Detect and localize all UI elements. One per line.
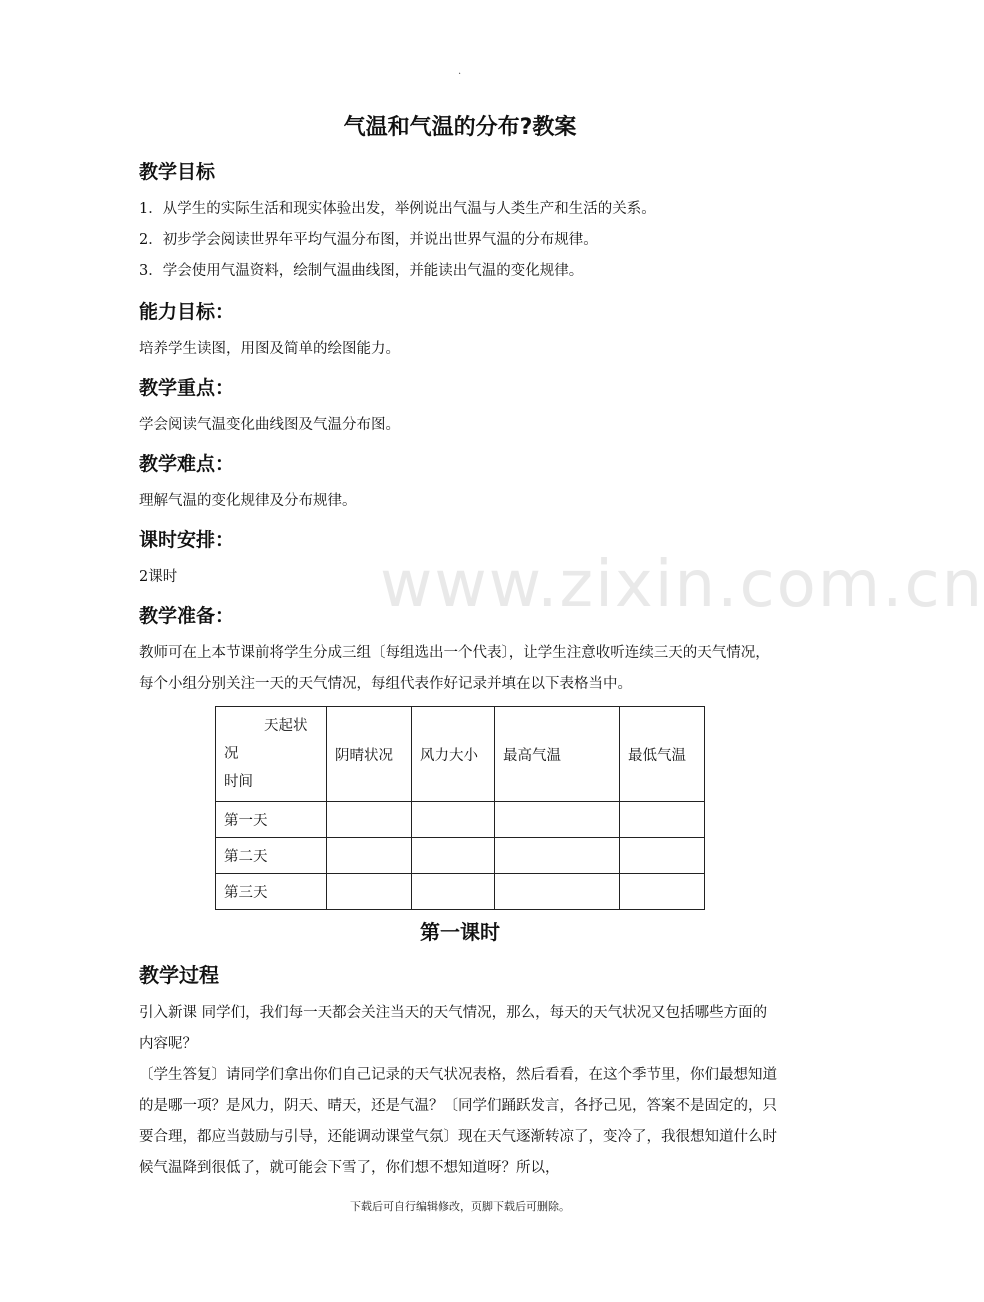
difficulties-text: 理解气温的变化规律及分布规律。 bbox=[139, 493, 357, 509]
table-cell bbox=[327, 838, 412, 874]
table-cell bbox=[412, 874, 495, 910]
preparation-heading: 教学准备： bbox=[139, 605, 235, 627]
goal-item-1: 1．从学生的实际生活和现实体验出发，举例说出气温与人类生产和生活的关系。 bbox=[139, 201, 656, 217]
watermark: www.zixin.com.cn bbox=[380, 548, 984, 622]
page-footer: 下载后可自行编辑修改，页脚下载后可删除。 bbox=[350, 1200, 570, 1213]
schedule-text: 2课时 bbox=[139, 569, 178, 585]
table-cell bbox=[412, 838, 495, 874]
table-cell bbox=[495, 874, 620, 910]
key-points-text: 学会阅读气温变化曲线图及气温分布图。 bbox=[139, 417, 400, 433]
corner-line-1: 天起状 bbox=[264, 718, 308, 734]
table-cell bbox=[620, 874, 705, 910]
key-points-heading: 教学重点： bbox=[139, 377, 235, 399]
corner-line-3: 时间 bbox=[224, 774, 253, 790]
table-cell bbox=[327, 802, 412, 838]
table-corner-cell bbox=[216, 707, 327, 802]
teaching-process-heading: 教学过程 bbox=[139, 963, 219, 987]
table-cell bbox=[412, 802, 495, 838]
table-cell bbox=[327, 874, 412, 910]
goal-item-2: 2．初步学会阅读世界年平均气温分布图，并说出世界气温的分布规律。 bbox=[139, 232, 598, 248]
row-label: 第一天 bbox=[216, 802, 327, 838]
column-header: 最低气温 bbox=[620, 707, 705, 802]
column-header: 阴晴状况 bbox=[327, 707, 412, 802]
weather-record-table bbox=[215, 706, 705, 910]
table-cell bbox=[620, 838, 705, 874]
difficulties-heading: 教学难点： bbox=[139, 453, 235, 475]
student-answer-paragraph: 〔学生答复〕请同学们拿出你们自己记录的天气状况表格，然后看看，在这个季节里，你们最想知道的是哪一项？是风力，阴天、晴天，还是气温？〔同学们踊跃发言，各抒己见，答案不是固定的，只要合理，都应当鼓励与引导，还能调动课堂气氛〕现在天气逐渐转凉了，变冷了，我很想知道什么时候气温降到很低了，就可能会下雪了，你们想不想知道呀？所以， bbox=[139, 1067, 777, 1176]
table-header-row bbox=[216, 707, 705, 802]
corner-line-2: 况 bbox=[224, 746, 239, 762]
header-dot: . bbox=[458, 66, 462, 77]
schedule-heading: 课时安排： bbox=[139, 529, 235, 551]
ability-goals-text: 培养学生读图，用图及简单的绘图能力。 bbox=[139, 341, 400, 357]
row-label: 第三天 bbox=[216, 874, 327, 910]
table-row bbox=[216, 802, 705, 838]
teaching-goals-heading: 教学目标 bbox=[139, 161, 216, 183]
table-cell bbox=[495, 802, 620, 838]
ability-goals-heading: 能力目标： bbox=[139, 301, 235, 323]
preparation-text: 教师可在上本节课前将学生分成三组〔每组选出一个代表〕，让学生注意收听连续三天的天气情况，每个小组分别关注一天的天气情况，每组代表作好记录并填在以下表格当中。 bbox=[139, 645, 770, 692]
table-row bbox=[216, 838, 705, 874]
column-header: 最高气温 bbox=[495, 707, 620, 802]
lesson-one-title: 第一课时 bbox=[420, 920, 500, 944]
table-cell bbox=[620, 802, 705, 838]
table-row bbox=[216, 874, 705, 910]
intro-paragraph: 引入新课 同学们，我们每一天都会关注当天的天气情况，那么，每天的天气状况又包括哪些方面的内容呢？ bbox=[139, 1005, 768, 1052]
table-cell bbox=[495, 838, 620, 874]
column-header: 风力大小 bbox=[412, 707, 495, 802]
document-title: 气温和气温的分布?教案 bbox=[343, 115, 577, 140]
row-label: 第二天 bbox=[216, 838, 327, 874]
document-page bbox=[139, 110, 781, 1192]
goal-item-3: 3．学会使用气温资料，绘制气温曲线图，并能读出气温的变化规律。 bbox=[139, 263, 584, 279]
